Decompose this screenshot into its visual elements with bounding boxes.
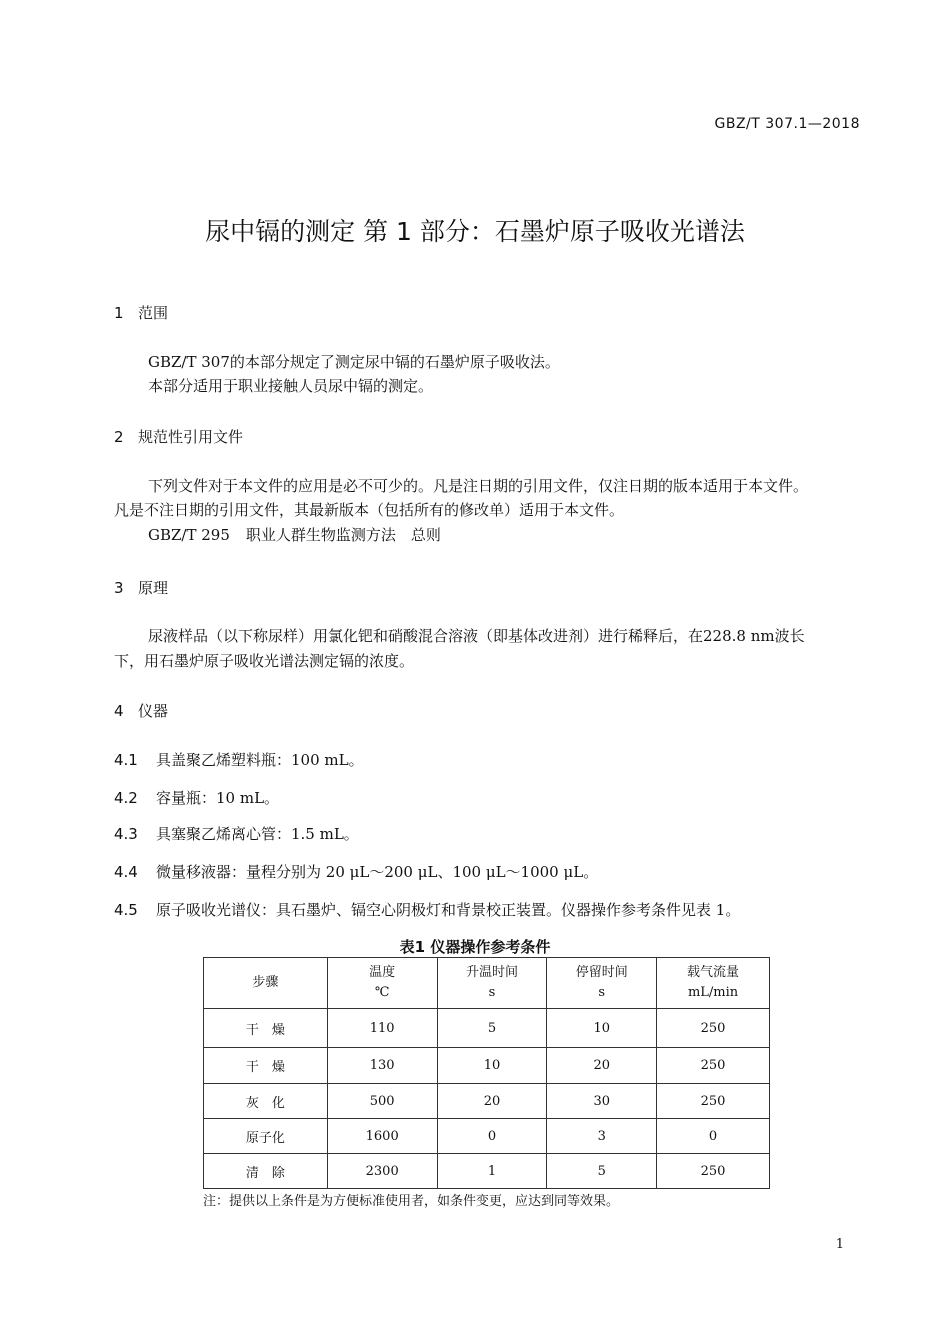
instrument-conditions-table <box>203 957 770 1189</box>
header-name: 停留时间 <box>575 965 628 980</box>
table-cell: 1600 <box>327 1119 437 1154</box>
table-cell: 20 <box>437 1084 547 1119</box>
header-unit: s <box>488 985 496 1000</box>
clause-text: 微量移液器：量程分别为 20 μL～200 μL、100 μL～1000 μL。 <box>156 863 599 881</box>
header-unit: mL/min <box>687 985 739 1000</box>
section-1-heading <box>114 302 168 323</box>
table-row <box>204 1154 770 1189</box>
table-header-cell <box>657 958 770 1009</box>
table-cell: 10 <box>437 1048 547 1084</box>
section-3-paragraph-line-1: 尿液样品（以下称尿样）用氯化钯和硝酸混合溶液（即基体改进剂）进行稀释后，在228.8 nm波长 <box>148 627 805 645</box>
section-4-number: 4 <box>114 702 124 720</box>
section-4-heading <box>114 700 168 721</box>
header-name: 升温时间 <box>465 965 518 980</box>
reference-title: 职业人群生物监测方法 总则 <box>245 526 441 544</box>
clause-4-5 <box>114 899 740 920</box>
table-row <box>204 1048 770 1084</box>
table-cell: 250 <box>657 1154 770 1189</box>
table-cell: 灰 化 <box>204 1084 328 1119</box>
table-cell: 3 <box>547 1119 657 1154</box>
clause-text: 具盖聚乙烯塑料瓶：100 mL。 <box>156 751 364 769</box>
clause-number: 4.1 <box>114 751 138 769</box>
table-cell: 干 燥 <box>204 1009 328 1048</box>
clause-4-4 <box>114 861 598 882</box>
normative-reference <box>148 522 441 548</box>
clause-text: 原子吸收光谱仪：具石墨炉、镉空心阴极灯和背景校正装置。仪器操作参考条件见表 1。 <box>156 901 741 919</box>
section-2-paragraph-line-2: 凡是不注日期的引用文件，其最新版本（包括所有的修改单）适用于本文件。 <box>114 501 625 519</box>
table-header-cell <box>204 958 328 1009</box>
table-header-cell <box>437 958 547 1009</box>
section-1-paragraph-2: 本部分适用于职业接触人员尿中镉的测定。 <box>148 377 434 395</box>
clause-number: 4.4 <box>114 863 138 881</box>
section-3-heading <box>114 577 168 598</box>
table-cell: 250 <box>657 1084 770 1119</box>
table-caption: 表1 仪器操作参考条件 <box>399 938 551 956</box>
section-1-paragraph-1: GBZ/T 307的本部分规定了测定尿中镉的石墨炉原子吸收法。 <box>148 353 560 371</box>
table-cell: 清 除 <box>204 1154 328 1189</box>
section-3-paragraph-line-2: 下，用石墨炉原子吸收光谱法测定镉的浓度。 <box>114 652 415 670</box>
table-header-cell <box>327 958 437 1009</box>
table-header-cell <box>547 958 657 1009</box>
page-number: 1 <box>835 1237 844 1252</box>
section-3-number: 3 <box>114 579 124 597</box>
section-2-number: 2 <box>114 428 124 446</box>
clause-text: 容量瓶：10 mL。 <box>156 789 280 807</box>
section-4-title: 仪器 <box>138 702 169 720</box>
section-2-title: 规范性引用文件 <box>138 428 244 446</box>
document-title: 尿中镉的测定 第 1 部分：石墨炉原子吸收光谱法 <box>205 217 745 246</box>
table-cell: 20 <box>547 1048 657 1084</box>
header-unit: s <box>598 985 606 1000</box>
clause-text: 具塞聚乙烯离心管：1.5 mL。 <box>156 825 359 843</box>
clause-4-1 <box>114 749 364 770</box>
section-1-number: 1 <box>114 304 124 322</box>
table-cell: 干 燥 <box>204 1048 328 1084</box>
table-cell: 2300 <box>327 1154 437 1189</box>
header-unit: ℃ <box>374 985 390 1000</box>
section-2-paragraph-line-1: 下列文件对于本文件的应用是必不可少的。凡是注日期的引用文件，仅注日期的版本适用于本文件。 <box>148 477 809 495</box>
clause-number: 4.3 <box>114 825 138 843</box>
table-row <box>204 1119 770 1154</box>
table-cell: 0 <box>437 1119 547 1154</box>
reference-code: GBZ/T 295 <box>148 526 230 544</box>
clause-number: 4.2 <box>114 789 138 807</box>
table-cell: 110 <box>327 1009 437 1048</box>
table-cell: 5 <box>547 1154 657 1189</box>
standard-code: GBZ/T 307.1—2018 <box>714 116 860 132</box>
table-cell: 1 <box>437 1154 547 1189</box>
section-1-title: 范围 <box>138 304 169 322</box>
table-cell: 10 <box>547 1009 657 1048</box>
clause-number: 4.5 <box>114 901 138 919</box>
table-cell: 5 <box>437 1009 547 1048</box>
clause-4-3 <box>114 823 359 844</box>
table-cell: 原子化 <box>204 1119 328 1154</box>
clause-4-2 <box>114 787 279 808</box>
table-cell: 0 <box>657 1119 770 1154</box>
table-cell: 30 <box>547 1084 657 1119</box>
section-3-title: 原理 <box>138 579 169 597</box>
header-name: 载气流量 <box>687 965 740 980</box>
table-cell: 130 <box>327 1048 437 1084</box>
section-2-heading <box>114 426 243 447</box>
table-cell: 500 <box>327 1084 437 1119</box>
table-row <box>204 1009 770 1048</box>
table-cell: 250 <box>657 1048 770 1084</box>
header-name: 步骤 <box>252 975 279 990</box>
table-note: 注：提供以上条件是为方便标准使用者，如条件变更，应达到同等效果。 <box>203 1194 620 1209</box>
table-cell: 250 <box>657 1009 770 1048</box>
header-name: 温度 <box>369 965 396 980</box>
table-row <box>204 1084 770 1119</box>
table-header-row <box>204 958 770 1009</box>
